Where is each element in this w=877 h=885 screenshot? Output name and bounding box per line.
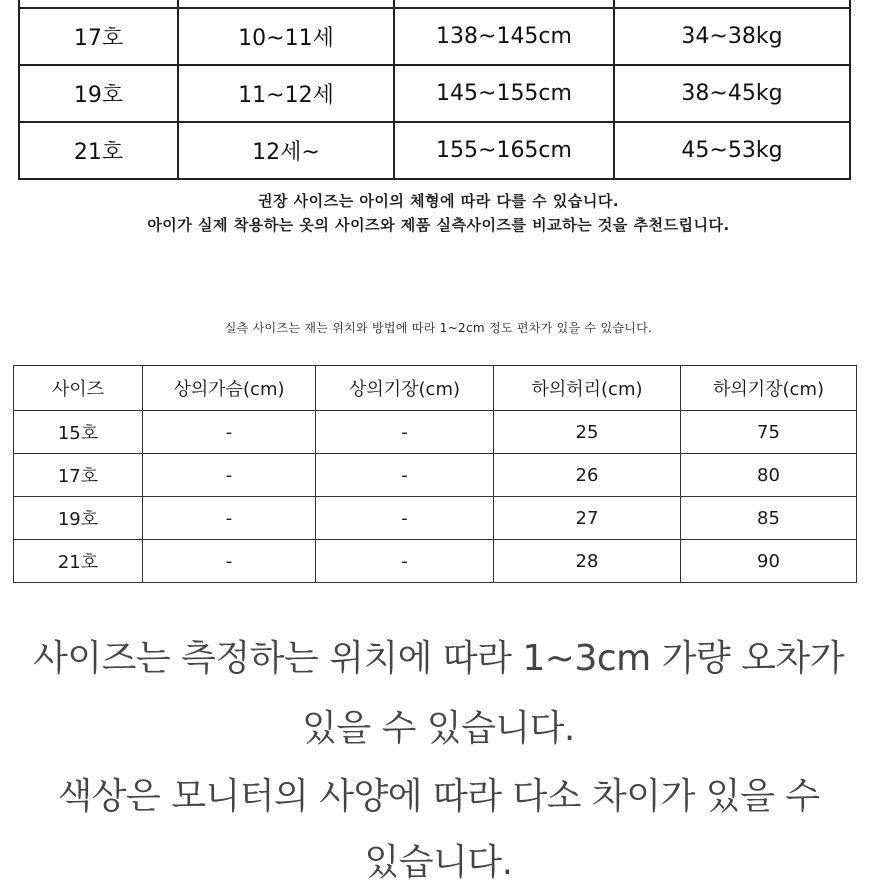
table-header-row xyxy=(14,366,857,411)
disclaimer-line-2: 있을 수 있습니다. xyxy=(302,708,575,749)
table-row xyxy=(14,540,857,583)
size-cell: 21호 xyxy=(19,122,178,179)
height-cell: 138~145cm xyxy=(394,8,614,65)
size-cell: 17호 xyxy=(19,8,178,65)
size-cell: 19호 xyxy=(19,65,178,122)
table-cell: 27 xyxy=(494,497,681,540)
table-row xyxy=(19,0,850,8)
header-bottom-waist: 하의허리(cm) xyxy=(494,366,681,411)
age-cell: 11~12세 xyxy=(178,65,394,122)
table-cell: 85 xyxy=(681,497,857,540)
table-cell: 15호 xyxy=(14,411,143,454)
disclaimer-line-4: 있습니다. xyxy=(364,842,513,883)
recommended-size-table xyxy=(18,0,851,180)
table-cell: - xyxy=(316,454,494,497)
table-cell xyxy=(178,0,394,8)
table-cell: 80 xyxy=(681,454,857,497)
table-row xyxy=(19,65,850,122)
header-size: 사이즈 xyxy=(14,366,143,411)
table-cell: 90 xyxy=(681,540,857,583)
table-row xyxy=(19,122,850,179)
recommendation-note-2: 아이가 실제 착용하는 옷의 사이즈와 제품 실측사이즈를 비교하는 것을 추천드립니다. xyxy=(147,216,730,234)
weight-cell: 45~53kg xyxy=(614,122,850,179)
table-row xyxy=(14,454,857,497)
table-cell: 21호 xyxy=(14,540,143,583)
header-top-length: 상의기장(cm) xyxy=(316,366,494,411)
table-cell: - xyxy=(316,540,494,583)
table-cell: 19호 xyxy=(14,497,143,540)
table-cell: - xyxy=(143,454,316,497)
disclaimer-line-3: 색상은 모니터의 사양에 따라 다소 차이가 있을 수 xyxy=(57,776,820,817)
table-cell: 25 xyxy=(494,411,681,454)
table-row xyxy=(14,497,857,540)
header-top-chest: 상의가슴(cm) xyxy=(143,366,316,411)
table-row xyxy=(19,8,850,65)
height-cell: 145~155cm xyxy=(394,65,614,122)
table-cell: 26 xyxy=(494,454,681,497)
weight-cell: 38~45kg xyxy=(614,65,850,122)
table-row xyxy=(14,411,857,454)
header-bottom-length: 하의기장(cm) xyxy=(681,366,857,411)
table-cell: - xyxy=(143,497,316,540)
recommendation-note-1: 권장 사이즈는 아이의 체형에 따라 다를 수 있습니다. xyxy=(257,192,620,210)
table-cell xyxy=(19,0,178,8)
table-cell: - xyxy=(316,411,494,454)
table-cell: - xyxy=(143,540,316,583)
table-cell: 17호 xyxy=(14,454,143,497)
table-cell: 28 xyxy=(494,540,681,583)
measured-size-table xyxy=(13,365,857,583)
disclaimer-line-1: 사이즈는 측정하는 위치에 따라 1~3cm 가량 오차가 xyxy=(33,638,844,679)
age-cell: 12세~ xyxy=(178,122,394,179)
table-cell xyxy=(614,0,850,8)
height-cell: 155~165cm xyxy=(394,122,614,179)
weight-cell: 34~38kg xyxy=(614,8,850,65)
age-cell: 10~11세 xyxy=(178,8,394,65)
measurement-note: 실측 사이즈는 재는 위치와 방법에 따라 1~2cm 정도 편차가 있을 수 있습니다. xyxy=(224,321,653,335)
table-cell xyxy=(394,0,614,8)
table-cell: 75 xyxy=(681,411,857,454)
table-cell: - xyxy=(316,497,494,540)
table-cell: - xyxy=(143,411,316,454)
